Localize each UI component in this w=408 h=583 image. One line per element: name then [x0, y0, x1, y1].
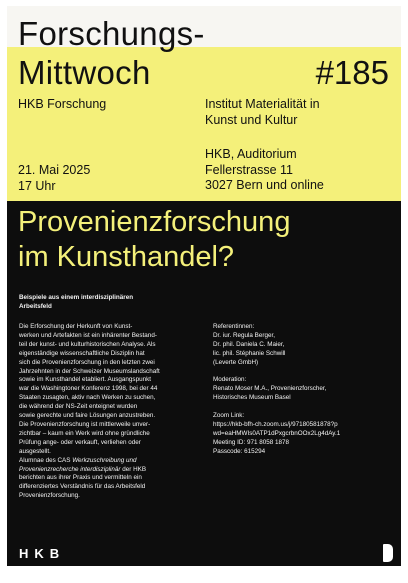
closing-line: Provenienzforschung. [19, 492, 80, 500]
alumni-text-a: Alumnae des CAS [19, 456, 73, 464]
alumni-line-2 [19, 466, 199, 475]
alumni-course-b: Provenienzrecherche interdisziplinär [19, 465, 121, 473]
subtitle-line-1: Beispiele aus einem interdisziplinären [19, 294, 134, 301]
headline-line-1: Provenienzforschung [18, 206, 291, 238]
zoom-item: wd=eaHMWIs0ATP1dPxgcrbnOOx2Lg4dAy.1 [213, 429, 341, 437]
body-line: war die Washingtoner Konferenz 1998, bei der 44 [19, 385, 158, 393]
poster [7, 6, 401, 566]
closing-line: differenziertes Verständnis für das Arbeitsfeld [19, 483, 146, 491]
body-line: werken und Artefakten ist ein inhärenter Bestand- [19, 331, 157, 339]
venue-line-1: HKB, Auditorium [205, 147, 297, 161]
alumni-line-1 [19, 457, 199, 466]
closing-paragraph [19, 474, 199, 501]
body-line: Prüfung ange- oder verkauft, verliehen oder [19, 438, 141, 446]
headline [18, 205, 290, 275]
body-line: teil der kunst- und kulturhistorischen Analyse. Als [19, 340, 156, 348]
venue [205, 147, 395, 194]
speaker-item: Dr. phil. Daniela C. Maier, [213, 340, 285, 348]
body-line: ausgestellt. [19, 447, 51, 455]
body-line: sich die Provenienzforschung in den letzten zwei [19, 358, 155, 366]
zoom-item: Meeting ID: 971 8058 1878 [213, 438, 289, 446]
body-line: eigenständige wissenschaftliche Disziplin hat [19, 349, 145, 357]
alumni-course-a: Werkzuschreibung und [72, 456, 137, 464]
institute-line-1: Institut Materialität in [205, 97, 320, 111]
moderation-label: Moderation: [213, 376, 247, 384]
event-number: #185 [315, 54, 389, 91]
closing-line: berichten aus ihrer Praxis und vermitteln ein [19, 474, 142, 482]
logo-letter: B [49, 546, 62, 561]
body-line: Die Erforschung der Herkunft von Kunst- [19, 323, 133, 330]
speakers-label: Referentinnen: [213, 323, 255, 330]
body-text [19, 323, 199, 501]
hkb-logo [19, 547, 61, 560]
institute [205, 97, 395, 128]
speaker-item: lic. phil. Stéphanie Schwill [213, 349, 286, 357]
moderation-item: Historisches Museum Basel [213, 394, 291, 402]
body-line: Jahrzehnten in der Schweizer Museumslandschaft [19, 367, 160, 375]
body-line: sowie gerechte und faire Lösungen anzustreben. [19, 412, 156, 420]
headline-line-2: im Kunsthandel? [18, 241, 235, 273]
speakers-list [213, 332, 393, 368]
institute-line-2: Kunst und Kultur [205, 112, 298, 127]
zoom-label: Zoom Link: [213, 412, 245, 420]
zoom-item: Passcode: 615294 [213, 447, 266, 455]
subtitle [19, 294, 199, 312]
body-paragraph [19, 323, 199, 457]
bfh-logo-icon [383, 544, 393, 562]
subtitle-line-2: Arbeitsfeld [19, 302, 52, 310]
venue-line-3: 3027 Bern und online [205, 178, 324, 192]
venue-line-2: Fellerstrasse 11 [205, 162, 293, 177]
body-line: sowie im Kunsthandel etabliert. Ausgangspunkt [19, 376, 151, 384]
body-line: Staaten zusagten, aktiv nach Werken zu suchen, [19, 394, 156, 402]
zoom-item: https://hkb-bfh-ch.zoom.us/j/9718058187​8?p [213, 420, 338, 428]
event-details [213, 323, 393, 457]
speaker-item: (Leverte GmbH) [213, 358, 259, 366]
logo-letter: H [19, 546, 31, 561]
title-line-2: Mittwoch [18, 54, 151, 91]
logo-letter: K [34, 546, 46, 561]
body-line: die während der NS-Zeit enteignet wurden [19, 403, 138, 411]
alumni-text-d: der HKB [120, 465, 147, 473]
date: 21. Mai 2025 [18, 163, 91, 177]
organizer: HKB Forschung [18, 97, 107, 111]
body-line: zichtbar – kaum ein Werk wird ohne gründliche [19, 429, 150, 437]
date-time [18, 163, 90, 194]
speaker-item: Dr. iur. Regula Berger, [213, 331, 275, 339]
body-line: Die Provenienzforschung ist mittlerweile unver- [19, 420, 151, 428]
title-line-1: Forschungs- [18, 15, 205, 52]
moderation-list [213, 385, 393, 403]
zoom-details [213, 421, 393, 457]
time: 17 Uhr [18, 178, 56, 193]
moderation-item: Renato Moser M.A., Provenienzforscher, [213, 385, 327, 393]
